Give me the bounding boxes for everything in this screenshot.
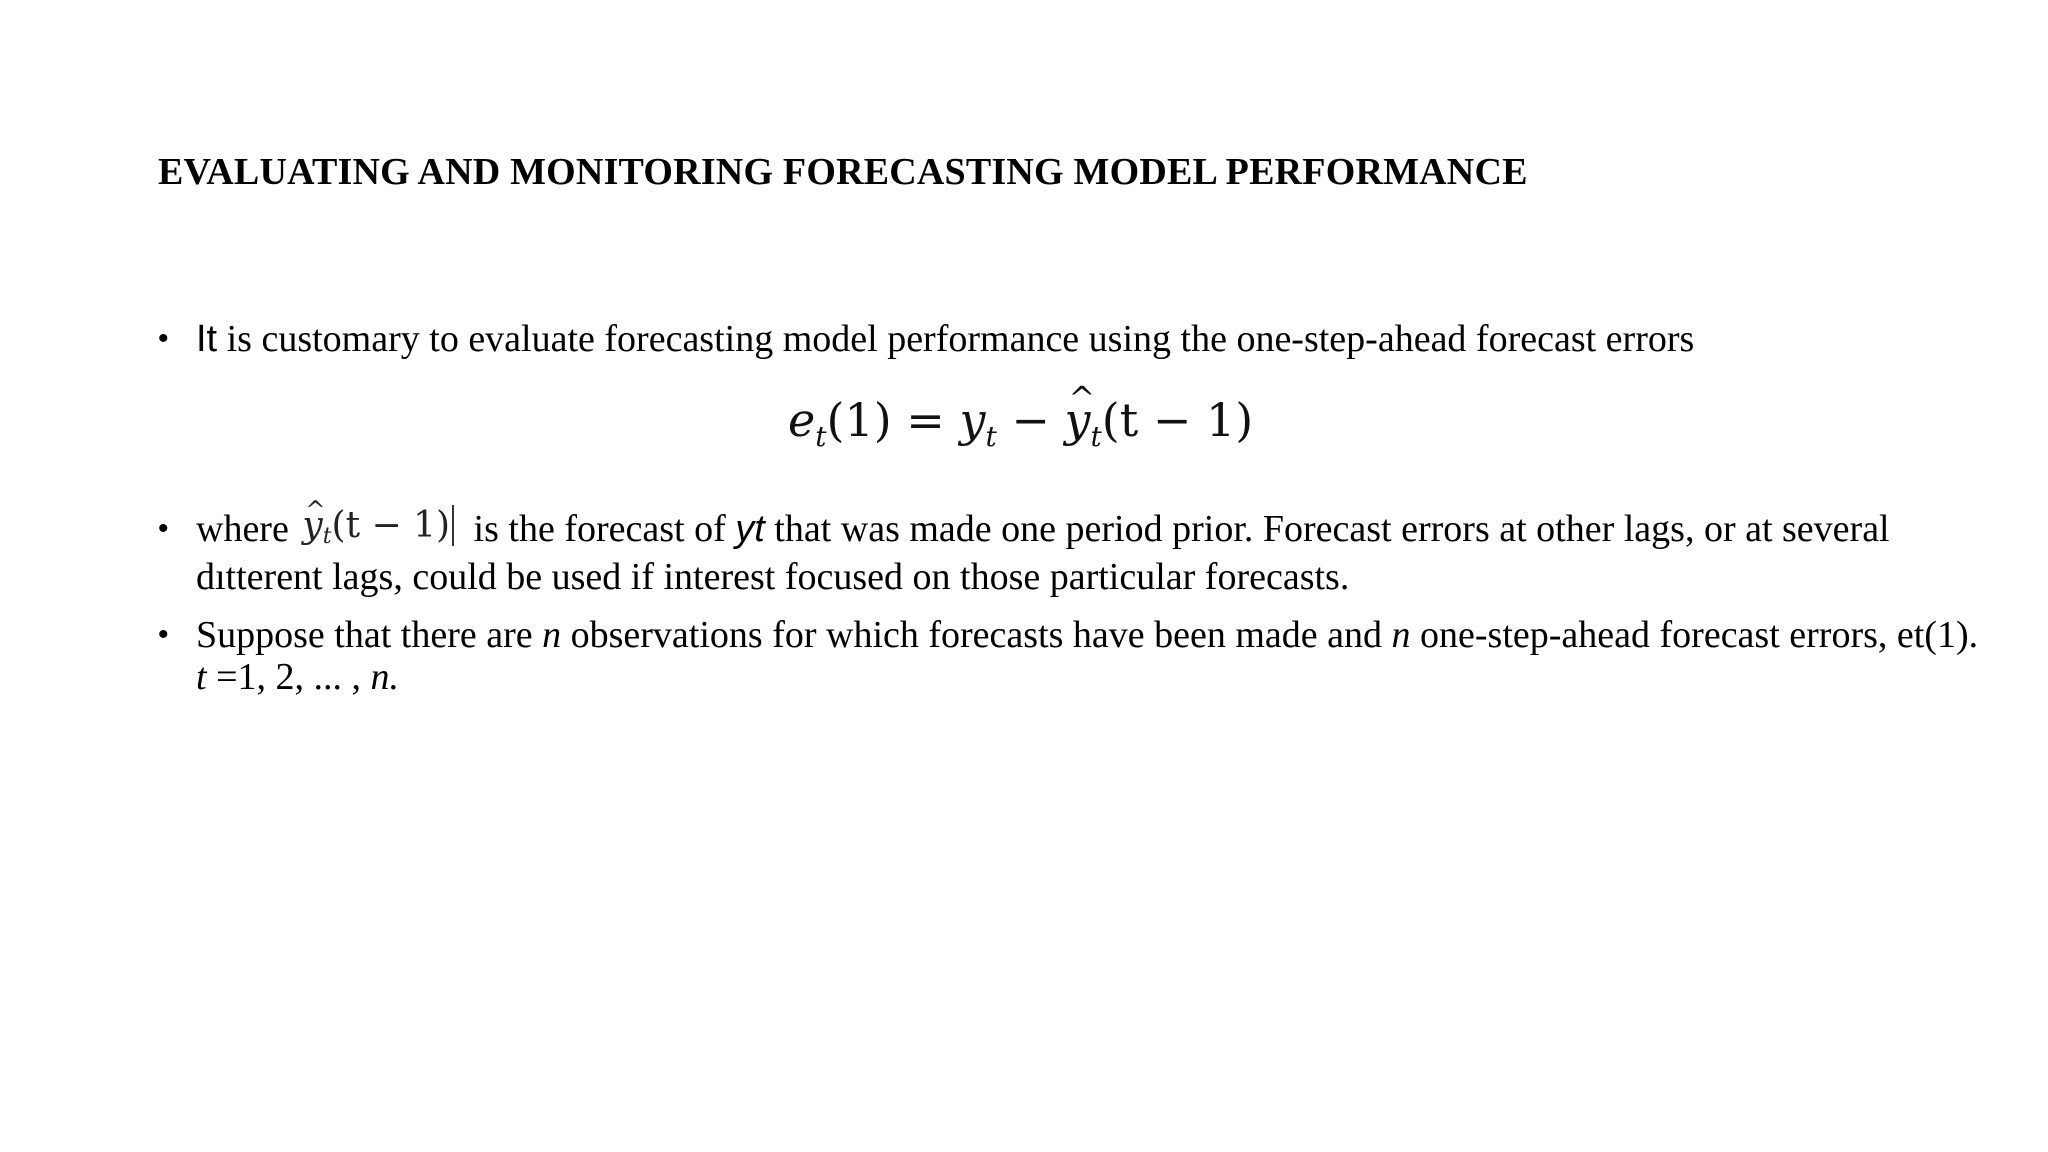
eq-y: y — [959, 393, 986, 447]
eq-lhs-arg: (1) = — [826, 393, 960, 447]
bullet-dot: • — [158, 618, 169, 651]
inline-yhat: ^ y — [302, 505, 322, 547]
eq-sub-t: t — [815, 420, 827, 453]
bullet-dot: • — [158, 322, 169, 355]
eq-e: e — [788, 393, 816, 447]
bullet-2-lead: where — [196, 508, 299, 550]
eq-sub-t2: t — [985, 420, 997, 453]
bullet-3-part3: one-step-ahead forecast errors, et(1). — [1410, 614, 1979, 656]
bullet-dot: • — [158, 512, 169, 545]
eq-minus: − — [996, 393, 1065, 447]
bullet-3-part1: Suppose that there are — [196, 614, 543, 656]
bullet-3-n1: n — [542, 614, 562, 656]
bullet-1-text — [196, 318, 1996, 360]
bullet-3-part2: observations for which forecasts have been made and — [561, 614, 1392, 656]
bullet-2-part2: that was made one period prior. Forecast errors at other lags, or at several dıtterent lags, could be used if interest focused on those particular forecasts. — [196, 508, 1890, 598]
inline-sub-t: t — [322, 524, 332, 549]
bullet-3-t: t — [196, 656, 207, 698]
bullet-2-text — [196, 505, 1996, 598]
bullet-3-n3: n. — [370, 656, 399, 698]
inline-forecast-expression — [302, 505, 454, 549]
eq-rhs-arg: (t − 1) — [1101, 393, 1254, 447]
bullet-1-lead: It — [196, 318, 218, 360]
bullet-1-rest: is customary to evaluate forecasting model performance using the one-step-ahead forecast errors — [217, 318, 1695, 360]
eq-sub-t3: t — [1090, 420, 1102, 453]
eq-yhat: ^ y — [1065, 390, 1091, 450]
bullet-2-part1: is the forecast of — [464, 508, 736, 550]
bullet-3-text — [196, 614, 1996, 698]
forecast-error-equation — [788, 390, 1253, 457]
slide-title: EVALUATING AND MONITORING FORECASTING MODEL PERFORMANCE — [158, 151, 1528, 193]
bullet-2-yt: yt — [735, 508, 765, 550]
bullet-3-n2: n — [1391, 614, 1411, 656]
bullet-3-part4: =1, 2, ... , — [206, 656, 371, 698]
inline-arg: (t − 1) — [331, 505, 451, 546]
